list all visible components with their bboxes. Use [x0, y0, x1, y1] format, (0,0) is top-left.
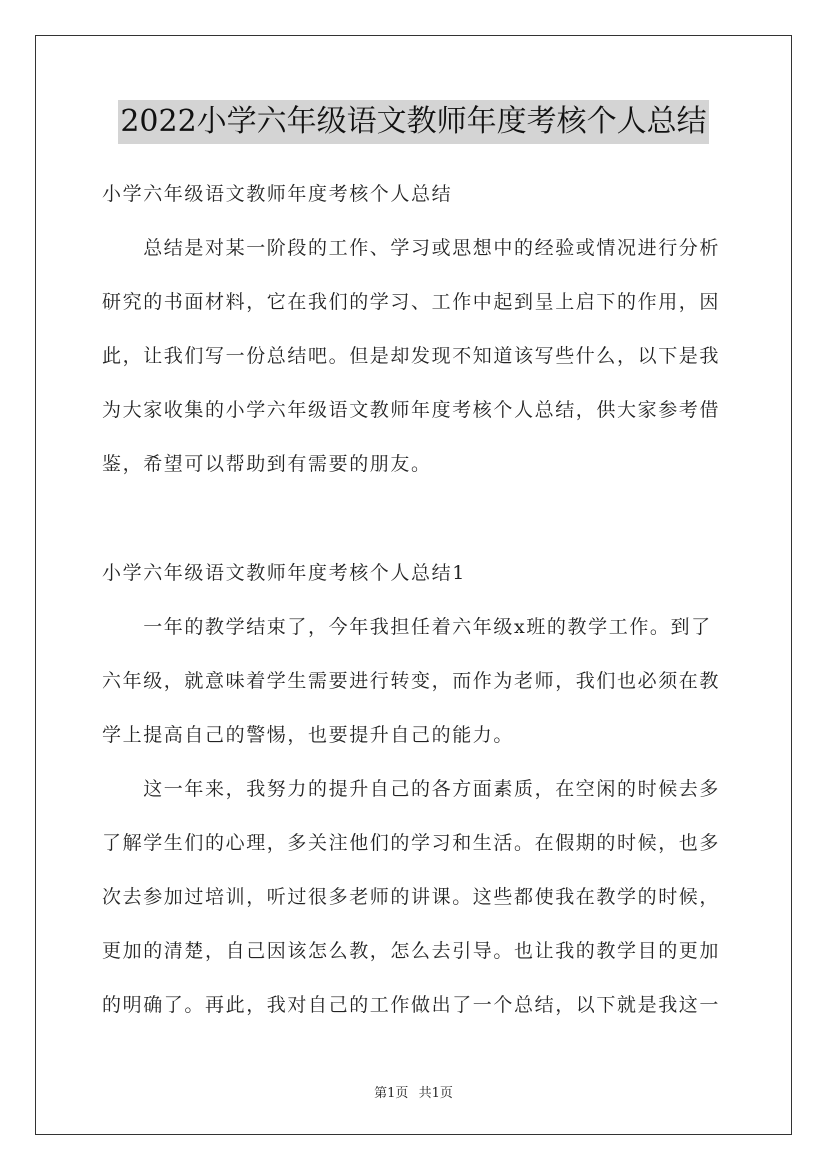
section-heading: 小学六年级语文教师年度考核个人总结1 — [102, 562, 466, 584]
title-block — [0, 100, 827, 144]
paragraph-line: 六年级，就意味着学生需要进行转变，而作为老师，我们也必须在教 — [102, 670, 721, 692]
paragraph-line: 研究的书面材料，它在我们的学习、工作中起到呈上启下的作用，因 — [102, 291, 721, 313]
page-footer — [0, 1082, 827, 1101]
paragraph-line: 一年的教学结束了，今年我担任着六年级x班的教学工作。到了 — [102, 616, 712, 638]
section-heading: 小学六年级语文教师年度考核个人总结 — [102, 183, 453, 205]
paragraph-line: 更加的清楚，自己因该怎么教，怎么去引导。也让我的教学目的更加 — [102, 940, 721, 962]
paragraph-line: 为大家收集的小学六年级语文教师年度考核个人总结，供大家参考借 — [102, 399, 721, 421]
paragraph-line: 总结是对某一阶段的工作、学习或思想中的经验或情况进行分析 — [102, 237, 721, 259]
page-total: 共1页 — [418, 1086, 453, 1101]
paragraph-line: 的明确了。再此，我对自己的工作做出了一个总结，以下就是我这一 — [102, 994, 721, 1016]
document-title: 2022小学六年级语文教师年度考核个人总结 — [118, 100, 708, 144]
page-current: 第1页 — [374, 1086, 409, 1101]
paragraph-line: 此，让我们写一份总结吧。但是却发现不知道该写些什么，以下是我 — [102, 345, 721, 367]
paragraph-line: 鉴，希望可以帮助到有需要的朋友。 — [102, 453, 432, 475]
paragraph-line: 了解学生们的心理，多关注他们的学习和生活。在假期的时候，也多 — [102, 832, 721, 854]
paragraph-line: 这一年来，我努力的提升自己的各方面素质，在空闲的时候去多 — [102, 778, 721, 800]
paragraph-line: 次去参加过培训，听过很多老师的讲课。这些都使我在教学的时候， — [102, 886, 721, 908]
paragraph-line: 学上提高自己的警惕，也要提升自己的能力。 — [102, 724, 515, 746]
